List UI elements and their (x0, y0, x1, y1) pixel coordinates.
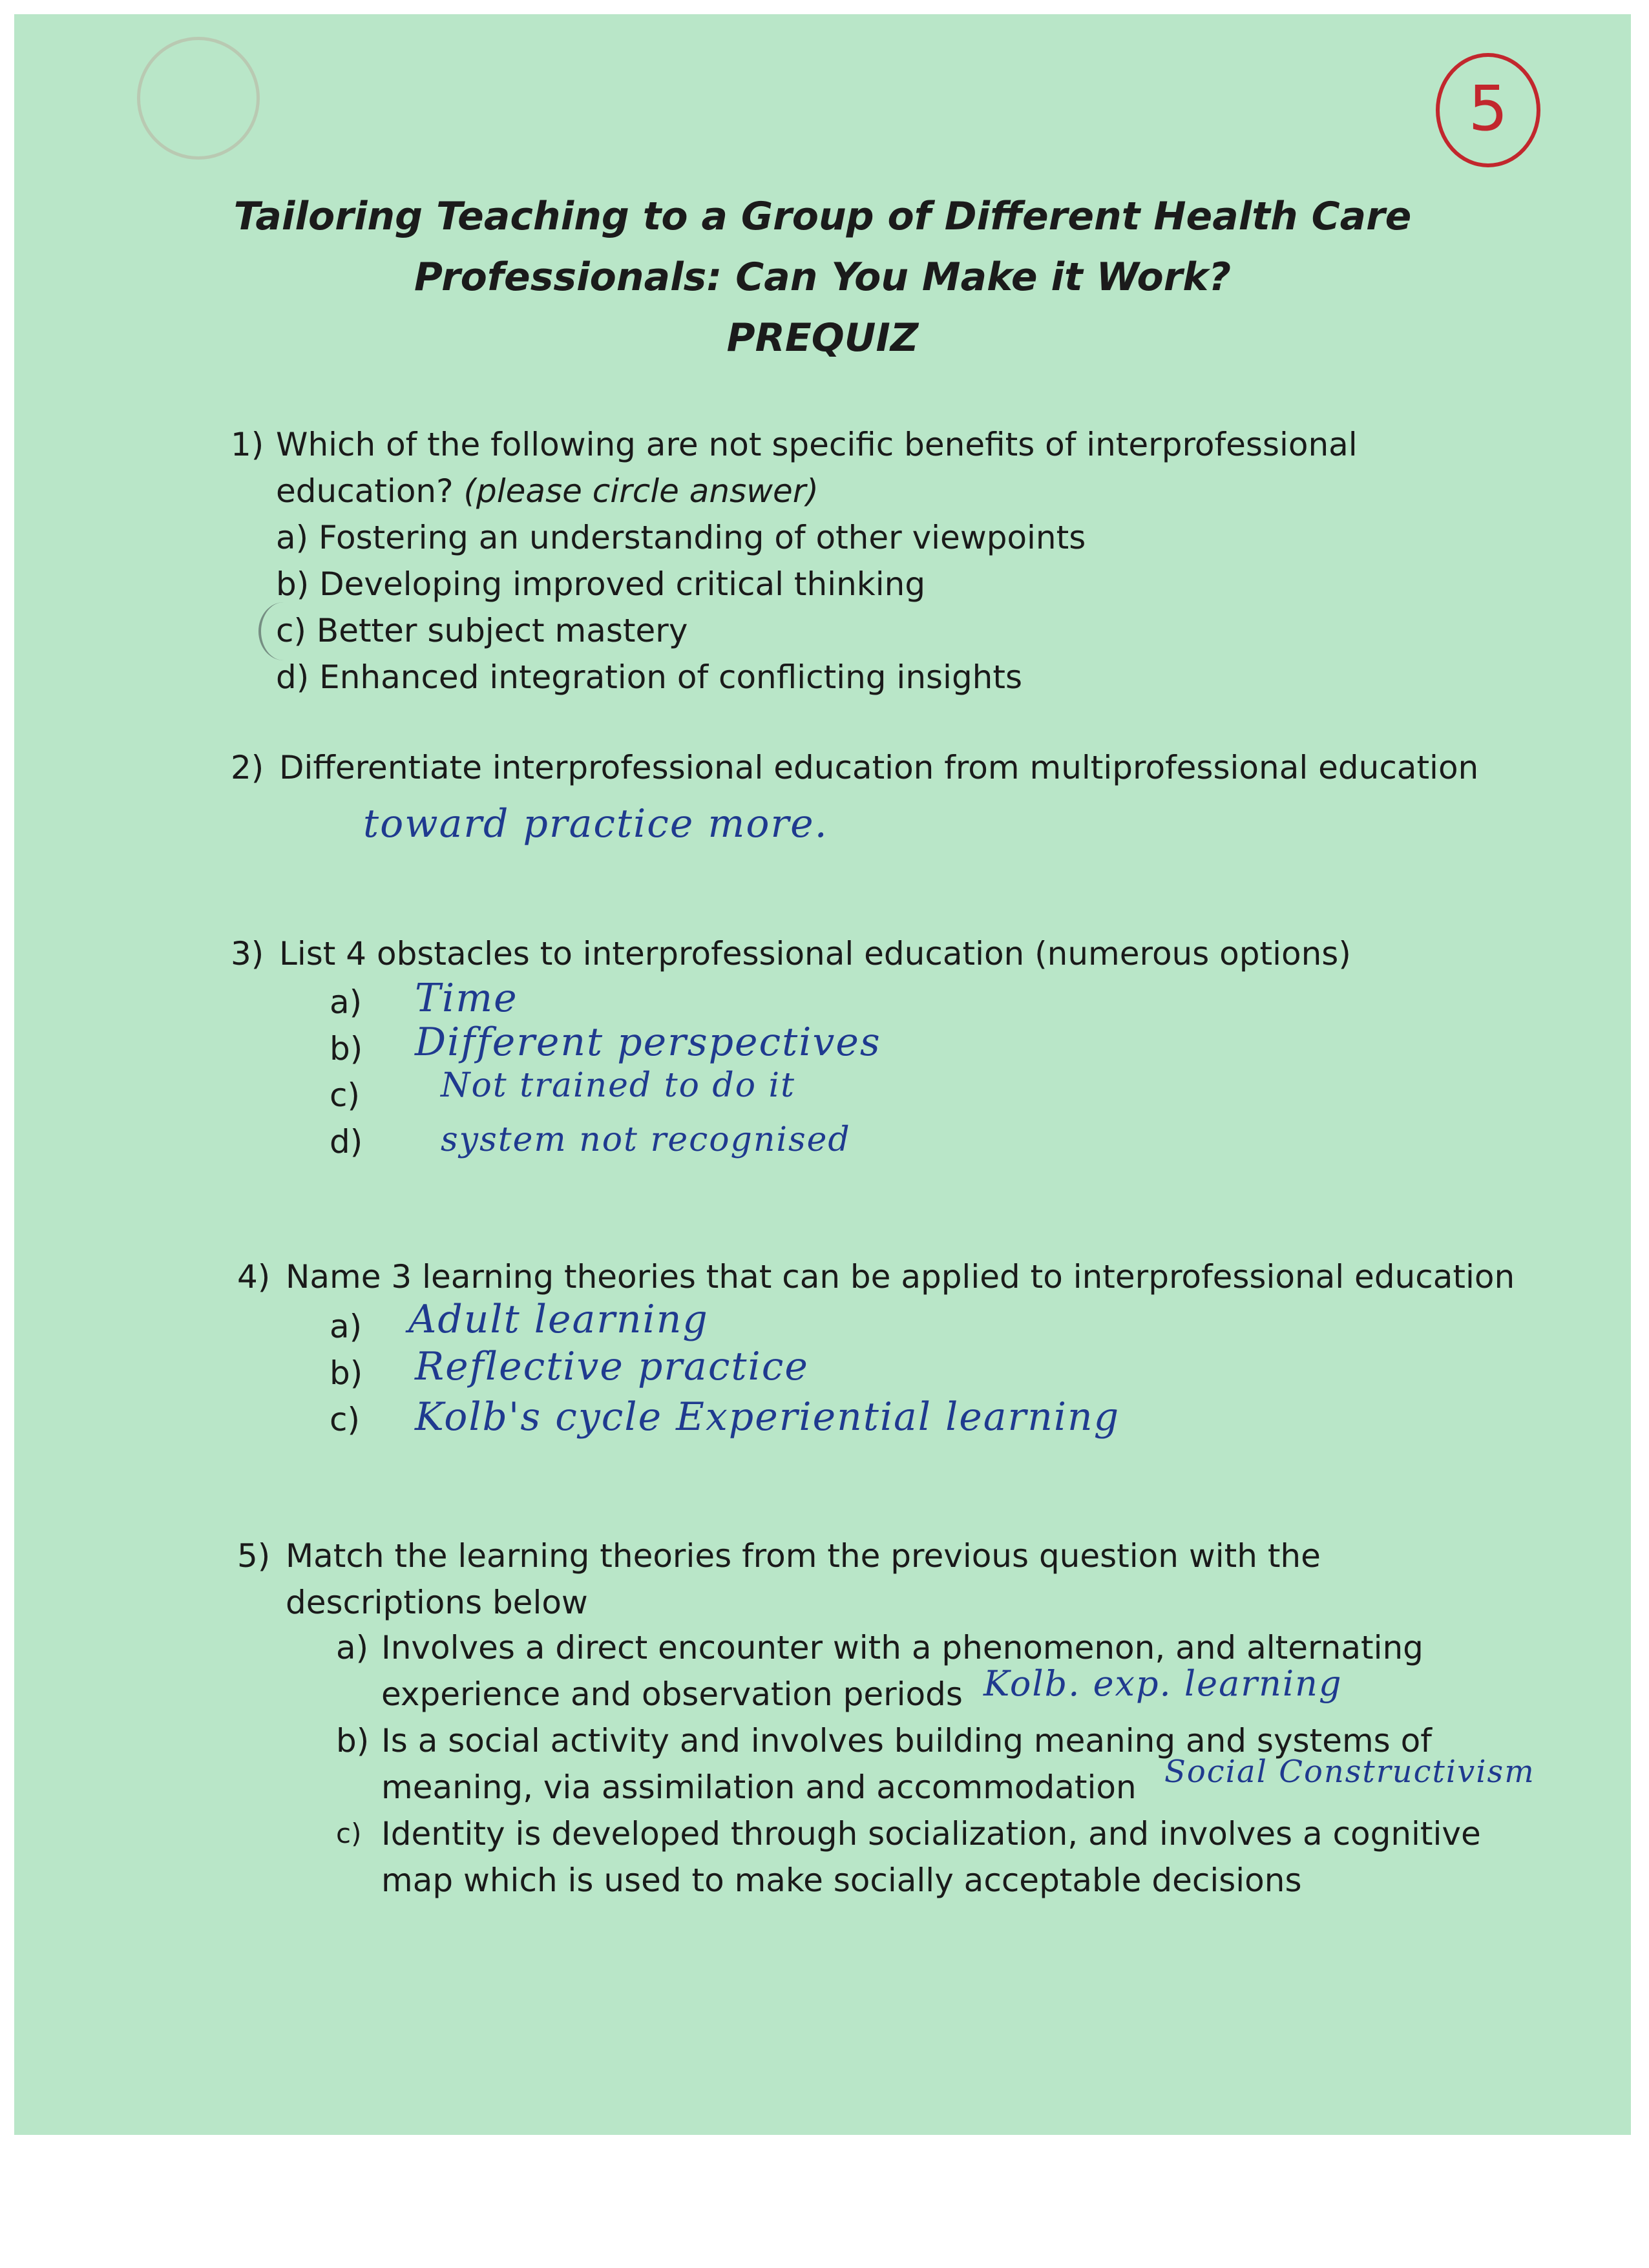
q5-label-b: b) (336, 1722, 370, 1759)
title-line-1: Tailoring Teaching to a Group of Different Health Care (233, 194, 1412, 239)
q1-instruction: (please circle answer) (463, 472, 819, 510)
q5-answer-a[interactable]: Kolb. exp. learning (983, 1663, 1343, 1704)
q5-label-a: a) (336, 1629, 369, 1666)
q1-text-line-2 (276, 468, 819, 514)
quiz-sheet (14, 14, 1631, 2135)
q1-option-c[interactable]: c) Better subject mastery (276, 612, 688, 649)
q2-handwritten-answer[interactable]: toward practice more. (363, 801, 828, 846)
q4-answer-b[interactable]: Reflective practice (415, 1344, 809, 1389)
q5-item-c-line-2: map which is used to make socially acceptable decisions (381, 1862, 1302, 1899)
q5-text-line-1: Match the learning theories from the previous question with the (286, 1537, 1321, 1575)
q5-number: 5) (237, 1537, 271, 1575)
q2-number: 2) (231, 749, 264, 786)
q1-option-a[interactable]: a) Fostering an understanding of other viewpoints (276, 519, 1086, 556)
q4-label-b: b) (330, 1354, 363, 1392)
q1-text-line-2-main: education? (276, 472, 464, 510)
q3-answer-b[interactable]: Different perspectives (415, 1020, 881, 1065)
q4-label-c: c) (330, 1401, 360, 1438)
q5-item-c-line-1: Identity is developed through socialization, and involves a cognitive (381, 1815, 1481, 1853)
q5-item-a-line-2: experience and observation periods (381, 1675, 963, 1713)
q4-label-a: a) (330, 1308, 362, 1345)
title-line-3: PREQUIZ (726, 315, 919, 361)
q5-text-line-2: descriptions below (286, 1584, 588, 1621)
q4-answer-a[interactable]: Adult learning (408, 1297, 709, 1342)
q3-label-d: d) (330, 1123, 363, 1160)
q4-text: Name 3 learning theories that can be applied to interprofessional education (286, 1258, 1515, 1296)
q5-item-b-line-2: meaning, via assimilation and accommodation (381, 1769, 1137, 1806)
q5-label-c: c) (336, 1818, 362, 1849)
faint-circled-number-mark (137, 37, 260, 160)
page-number-mark: 5 (1436, 53, 1540, 167)
q1-option-b[interactable]: b) Developing improved critical thinking (276, 565, 926, 603)
q3-answer-d[interactable]: system not recognised (441, 1120, 851, 1159)
q5-answer-b[interactable]: Social Constructivism (1164, 1754, 1535, 1790)
q1-option-d[interactable]: d) Enhanced integration of conflicting insights (276, 658, 1023, 696)
q5-item-b-line-1: Is a social activity and involves building meaning and systems of (381, 1722, 1432, 1759)
q1-number: 1) (231, 426, 264, 463)
q3-label-b: b) (330, 1030, 363, 1067)
q3-label-a: a) (330, 983, 362, 1021)
q1-text-line-1: Which of the following are not specific benefits of interprofessional (276, 426, 1358, 463)
q4-number: 4) (237, 1258, 271, 1296)
q3-label-c: c) (330, 1076, 360, 1114)
q4-answer-c[interactable]: Kolb's cycle Experiential learning (415, 1394, 1120, 1440)
title-line-2: Professionals: Can You Make it Work? (414, 255, 1232, 300)
q3-answer-c[interactable]: Not trained to do it (441, 1066, 796, 1105)
q3-answer-a[interactable]: Time (415, 976, 518, 1021)
q5-item-a-line-1: Involves a direct encounter with a phenomenon, and alternating (381, 1629, 1423, 1666)
q3-number: 3) (231, 935, 264, 972)
q3-text: List 4 obstacles to interprofessional education (numerous options) (279, 935, 1351, 972)
q2-text: Differentiate interprofessional education from multiprofessional education (279, 749, 1479, 786)
